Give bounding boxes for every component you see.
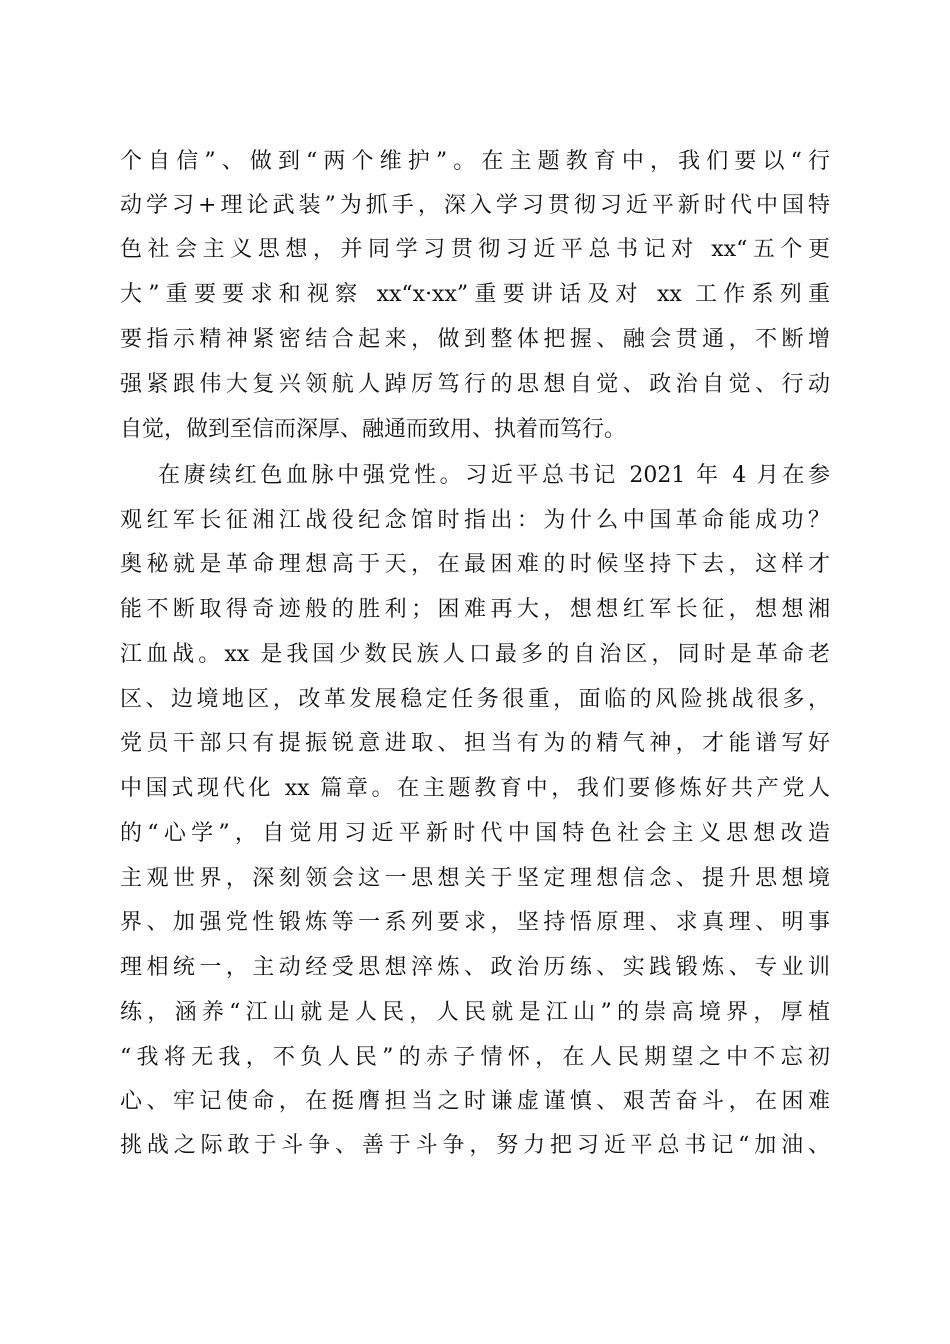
paragraph-2-line-2: 观红军长征湘江战役纪念馆时指出：为什么中国革命能成功？ bbox=[120, 508, 830, 533]
paragraph-2-line-11: 界、加强党性锻炼等一系列要求，坚持悟原理、求真理、明事 bbox=[120, 910, 830, 935]
paragraph-1-line-6: 强紧跟伟大复兴领航人踔厉笃行的思想自觉、政治自觉、行动 bbox=[120, 372, 830, 397]
paragraph-2-line-5: 江血战。xx 是我国少数民族人口最多的自治区，同时是革命老 bbox=[120, 642, 830, 667]
paragraph-2-line-7: 党员干部只有提振锐意进取、担当有为的精气神，才能谱写好 bbox=[120, 731, 830, 756]
paragraph-2-line-14: “我将无我，不负人民”的赤子情怀，在人民期望之中不忘初 bbox=[120, 1045, 830, 1070]
paragraph-2-line-3: 奥秘就是革命理想高于天，在最困难的时候坚持下去，这样才 bbox=[120, 552, 830, 577]
paragraph-2-line-4: 能不断取得奇迹般的胜利；困难再大，想想红军长征，想想湘 bbox=[120, 597, 830, 622]
paragraph-2-line-6: 区、边境地区，改革发展稳定任务很重，面临的风险挑战很多， bbox=[120, 687, 830, 712]
paragraph-2-line-15: 心、牢记使命，在挺膺担当之时谦虚谨慎、艰苦奋斗，在困难 bbox=[120, 1089, 830, 1114]
paragraph-2-line-1: 在赓续红色血脉中强党性。习近平总书记 2021 年 4 月在参 bbox=[158, 463, 830, 488]
paragraph-2-line-8: 中国式现代化 xx 篇章。在主题教育中，我们要修炼好共产党人 bbox=[120, 776, 830, 801]
paragraph-1-line-4: 大”重要要求和视察 xx“x·xx”重要讲话及对 xx 工作系列重 bbox=[120, 282, 830, 307]
paragraph-2-line-10: 主观世界，深刻领会这一思想关于坚定理想信念、提升思想境 bbox=[120, 866, 830, 891]
paragraph-1-line-2: 动学习+理论武装”为抓手，深入学习贯彻习近平新时代中国特 bbox=[120, 193, 830, 218]
paragraph-1-line-7: 自觉，做到至信而深厚、融通而致用、执着而笃行。 bbox=[120, 417, 627, 442]
paragraph-1-line-1: 个自信”、做到“两个维护”。在主题教育中，我们要以“行 bbox=[120, 149, 830, 174]
paragraph-2-line-16: 挑战之际敢于斗争、善于斗争，努力把习近平总书记“加油、 bbox=[120, 1133, 830, 1158]
paragraph-2-line-13: 练，涵养“江山就是人民，人民就是江山”的崇高境界，厚植 bbox=[120, 1000, 830, 1025]
paragraph-2-line-12: 理相统一，主动经受思想淬炼、政治历练、实践锻炼、专业训 bbox=[120, 955, 830, 980]
paragraph-1-line-5: 要指示精神紧密结合起来，做到整体把握、融会贯通，不断增 bbox=[120, 327, 830, 352]
paragraph-1-line-3: 色社会主义思想，并同学习贯彻习近平总书记对 xx“五个更 bbox=[120, 237, 830, 262]
paragraph-2-line-9: 的“心学”，自觉用习近平新时代中国特色社会主义思想改造 bbox=[120, 821, 830, 846]
